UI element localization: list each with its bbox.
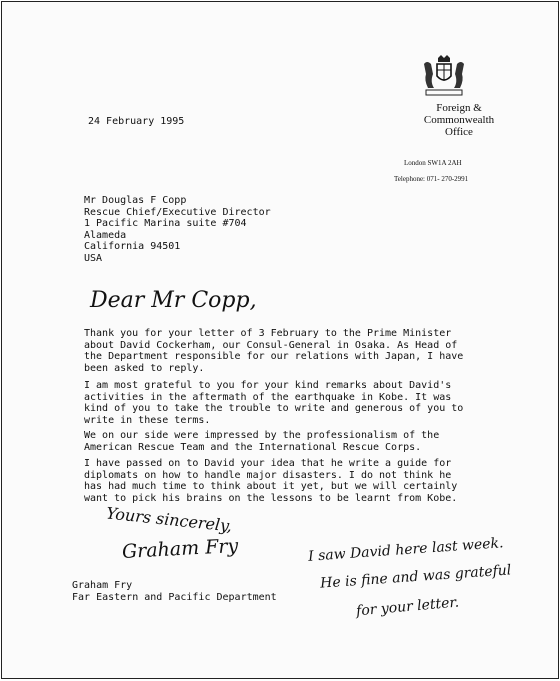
signer-name: Graham Fry — [72, 580, 133, 591]
paragraph-4: I have passed on to David your idea that he write a guide for diplomats on how to handle major disasters. I do not think he has had much time to think about it yet, but we will certainly want to pick his brains on the lessons to be learnt from Kobe. — [84, 458, 458, 504]
department-line-2: Commonwealth — [423, 114, 495, 126]
handwritten-note-line-2: He is fine and was grateful — [319, 562, 512, 592]
paragraph-1: Thank you for your letter of 3 February to the Prime Minister about David Cockerham, our Consul-General in Osaka. As Head of the Department responsible for our relations with Japan, I have been asked to reply. — [84, 328, 464, 374]
letter-page — [1, 1, 559, 679]
department-line-1: Foreign & — [436, 102, 482, 114]
closing: Yours sincerely, — [105, 503, 234, 536]
handwritten-note-line-1: I saw David here last week. — [307, 535, 504, 565]
handwritten-note-line-3: for your letter. — [355, 594, 460, 620]
royal-coat-of-arms-icon — [418, 54, 470, 98]
paragraph-3: We on our side were impressed by the professionalism of the American Rescue Team and the International Rescue Corps. — [84, 430, 440, 453]
salutation: Dear Mr Copp, — [90, 288, 257, 313]
letterhead — [404, 102, 514, 138]
letterhead-address: London SW1A 2AH — [404, 159, 462, 167]
signer-department: Far Eastern and Pacific Department — [72, 592, 277, 603]
department-line-3: Office — [445, 126, 473, 138]
handwritten-signature: Graham Fry — [121, 534, 239, 564]
letterhead-telephone: Telephone: 071- 270-2991 — [394, 175, 469, 183]
recipient-address: Mr Douglas F Copp Rescue Chief/Executive Director 1 Pacific Marina suite #704 Alameda California 94501 USA — [84, 195, 271, 264]
letter-date: 24 February 1995 — [88, 116, 185, 127]
paragraph-2: I am most grateful to you for your kind remarks about David's activities in the aftermath of the earthquake in Kobe. It was kind of you to take the trouble to write and generous of you to write in these terms. — [84, 380, 464, 426]
